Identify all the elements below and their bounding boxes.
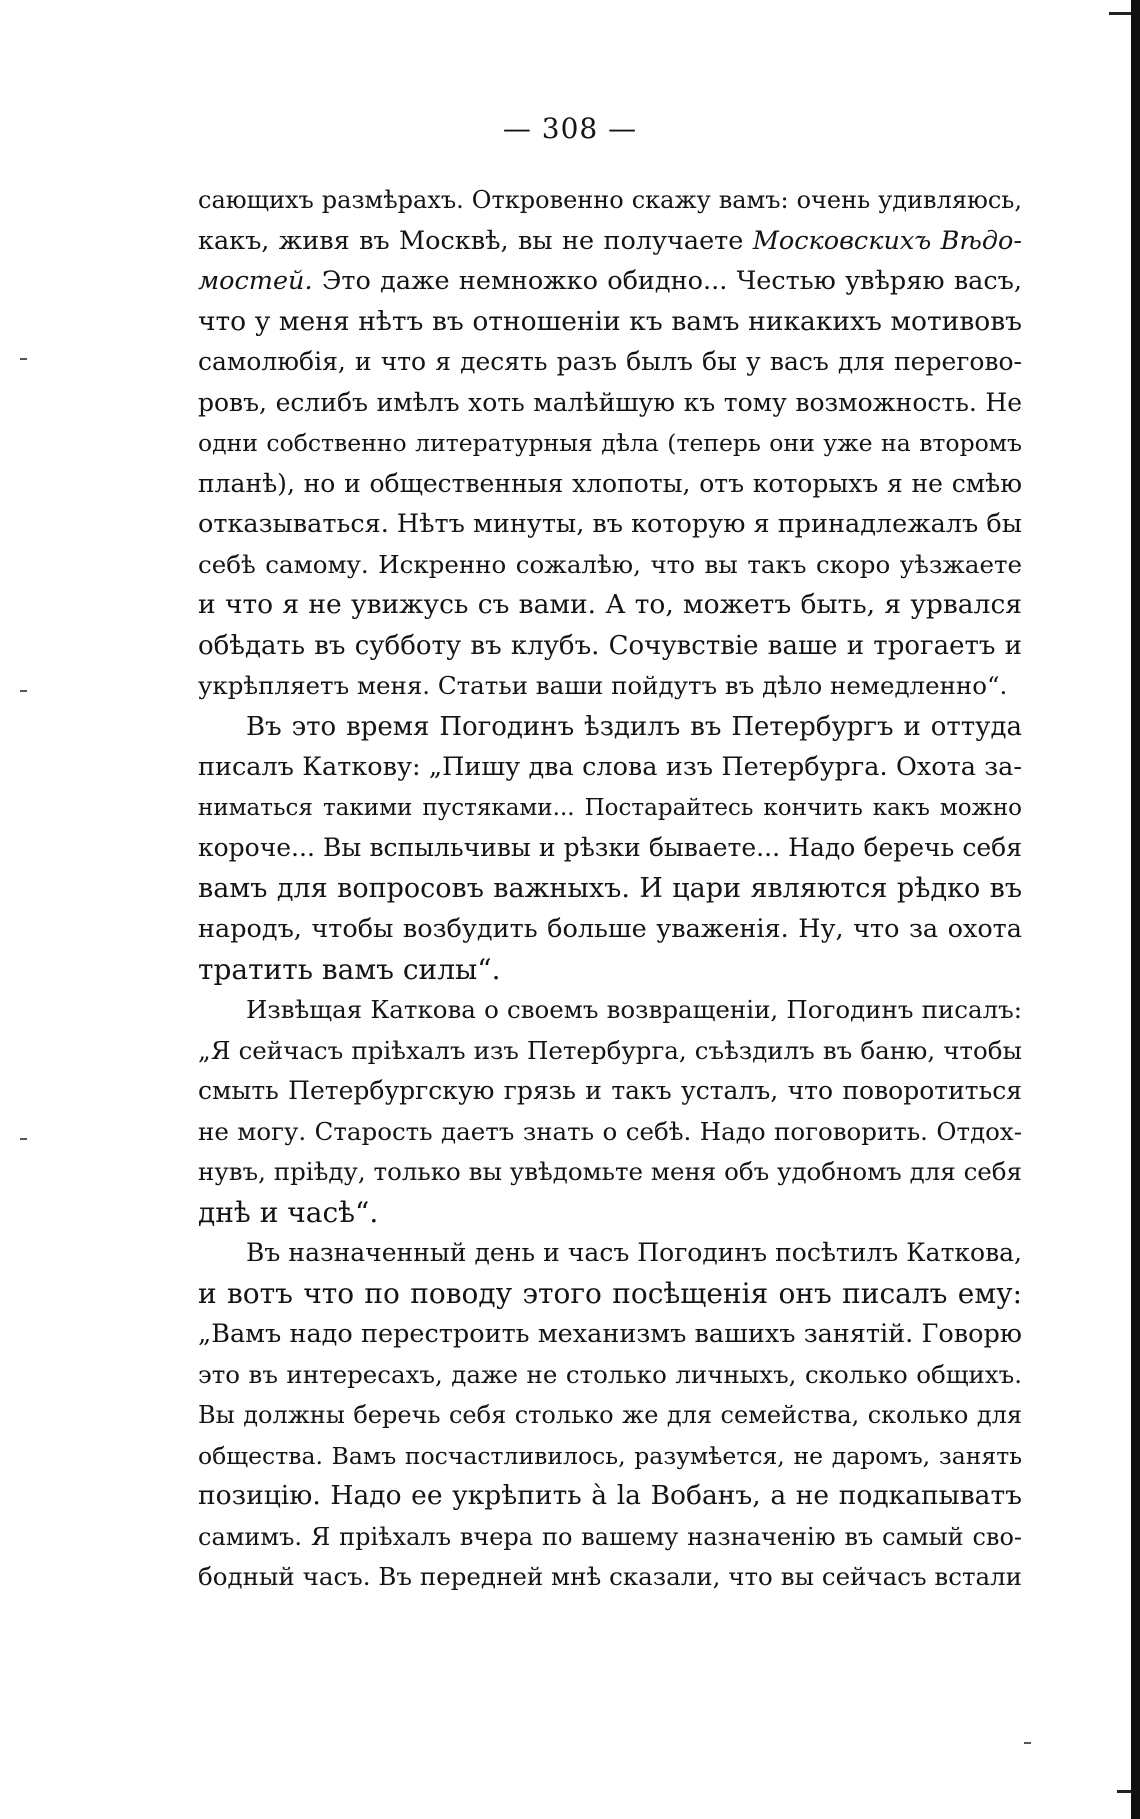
text-line: короче... Вы вспыльчивы и рѣзки бываете... Надо беречь себя [198, 833, 1022, 862]
text-line: это въ интересахъ, даже не столько личныхъ, сколько общихъ. [198, 1359, 1022, 1389]
scan-speck [20, 1138, 27, 1140]
scan-speck [20, 690, 27, 692]
text-line: планѣ), но и общественныя хлопоты, отъ которыхъ я не смѣю [198, 468, 1022, 498]
page-number: — 308 — [502, 112, 638, 145]
text-line: ровъ, еслибъ имѣлъ хоть малѣйшую къ тому возможность. Не [198, 387, 1022, 417]
text-line: и что я не увижусь съ вами. А то, можетъ быть, я урвался [198, 589, 1022, 620]
text-line: обѣдать въ субботу въ клубъ. Сочувствіе ваше и трогаетъ и [198, 630, 1022, 661]
text-line: смыть Петербургскую грязь и такъ усталъ, что поворотиться [198, 1076, 1022, 1105]
text-line: нувъ, пріѣду, только вы увѣдомьте меня объ удобномъ для себя [198, 1157, 1022, 1186]
text-line: какъ, живя въ Москвѣ, вы не получаете Московскихъ Вѣдо- [198, 225, 1022, 256]
text-line: „Вамъ надо перестроить механизмъ вашихъ занятій. Говорю [198, 1319, 1022, 1349]
text-line: бодный часъ. Въ передней мнѣ сказали, что вы сейчасъ встали [198, 1562, 1022, 1591]
text-line: Въ назначенный день и часъ Погодинъ посѣтилъ Каткова, [246, 1238, 1022, 1267]
italic-title: мостей. [198, 266, 313, 296]
text-line: себѣ самому. Искренно сожалѣю, что вы такъ скоро уѣзжаете [198, 549, 1022, 579]
text-line: Вы должны беречь себя столько же для семейства, сколько для [198, 1401, 1022, 1429]
scan-edge-shadow [1131, 0, 1140, 1819]
text-line: сающихъ размѣрахъ. Откровенно скажу вамъ: очень удивляюсь, [198, 186, 1022, 214]
text-line: что у меня нѣтъ въ отношеніи къ вамъ никакихъ мотивовъ [198, 305, 1022, 337]
text-line: самолюбія, и что я десять разъ былъ бы у васъ для перегово- [198, 347, 1022, 376]
text-line: народъ, чтобы возбудить больше уваженія. Ну, что за охота [198, 914, 1022, 944]
text-line: одни собственно литературныя дѣла (теперь они уже на второмъ [198, 429, 1022, 457]
text-line: и вотъ что по поводу этого посѣщенія онъ писалъ ему: [198, 1276, 1022, 1310]
text-line: днѣ и часѣ“. [198, 1195, 379, 1229]
scan-edge-mark [1109, 12, 1131, 15]
text-line: Въ это время Погодинъ ѣздилъ въ Петербургъ и оттуда [246, 711, 1022, 742]
text-line: отказываться. Нѣтъ минуты, въ которую я принадлежалъ бы [198, 509, 1022, 539]
text-line: ниматься такими пустяками... Постарайтесь кончить какъ можно [198, 794, 1022, 821]
text-line: не могу. Старость даетъ знать о себѣ. Надо поговорить. Отдох- [198, 1116, 1022, 1146]
text-line: мостей. Это даже немножко обидно... Честью увѣряю васъ, [198, 266, 1022, 296]
body-text [198, 180, 1022, 1598]
text-line: тратить вамъ силы“. [198, 952, 501, 986]
text-line: самимъ. Я пріѣхалъ вчера по вашему назначенію въ самый сво- [198, 1522, 1022, 1551]
text-line: позицію. Надо ее укрѣпить à la Вобанъ, а не подкапыватъ [198, 1480, 1022, 1511]
text-line: писалъ Каткову: „Пишу два слова изъ Петербурга. Охота за- [198, 752, 1022, 782]
text-line: „Я сейчасъ пріѣхалъ изъ Петербурга, съѣздилъ въ баню, чтобы [198, 1035, 1022, 1065]
text-line: общества. Вамъ посчастливилось, разумѣется, не даромъ, занять [198, 1441, 1022, 1470]
scan-speck [20, 358, 27, 360]
text-line: укрѣпляетъ меня. Статьи ваши пойдутъ въ дѣло немедленно“. [198, 671, 1008, 700]
italic-title: Московскихъ Вѣдо- [752, 225, 1022, 256]
scan-speck [1024, 1742, 1031, 1744]
scan-edge-mark [1117, 1790, 1131, 1793]
text-line: вамъ для вопросовъ важныхъ. И цари являются рѣдко въ [198, 872, 1022, 904]
text-line: Извѣщая Каткова о своемъ возвращеніи, Погодинъ писалъ: [246, 995, 1022, 1024]
